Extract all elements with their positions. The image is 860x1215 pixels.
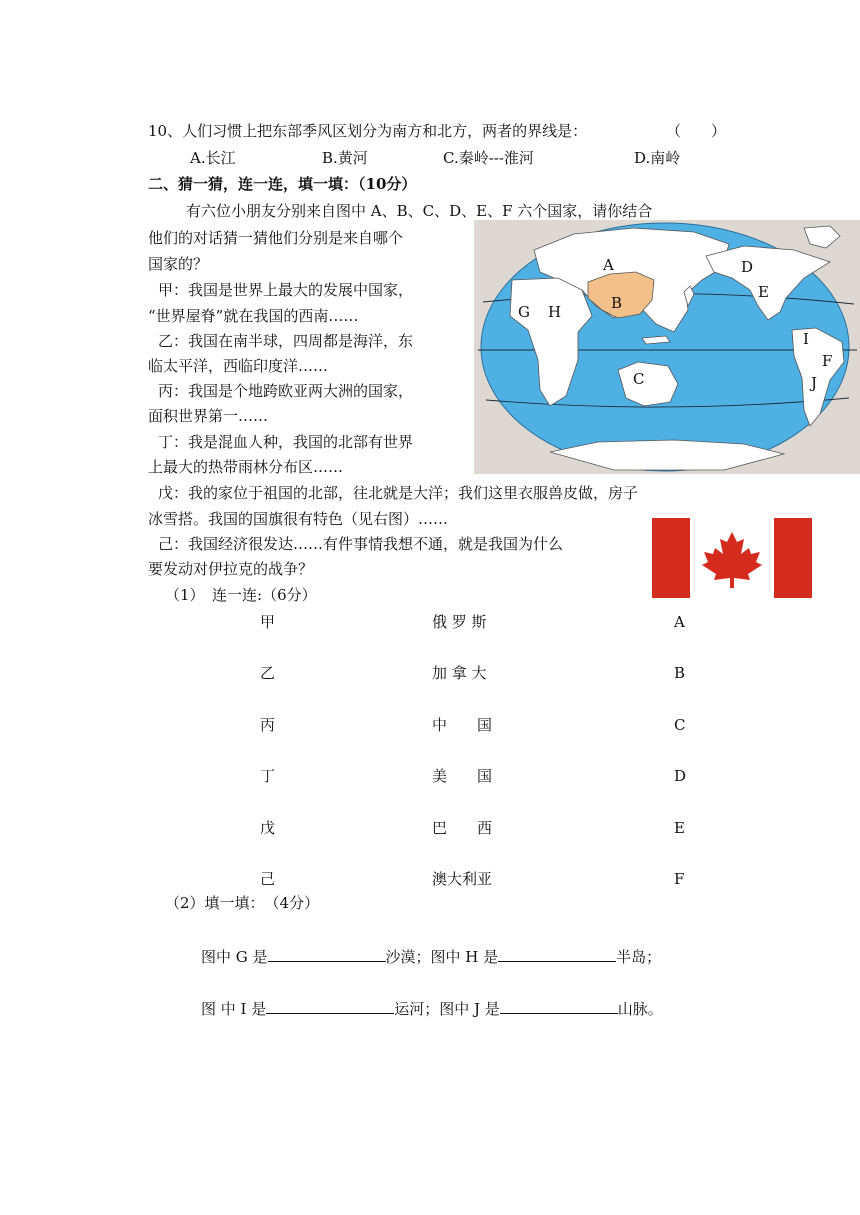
intro-line-3: 国家的？ [148, 255, 209, 273]
match-person-yi: 乙 [260, 664, 276, 682]
q10-option-c: C.秦岭---淮河 [443, 149, 534, 167]
canada-flag [652, 518, 812, 598]
dialogue-wu-1: 戊：我的家位于祖国的北部，往北就是大洋；我们这里衣服兽皮做，房子 [158, 484, 639, 502]
match-country-usa: 美 国 [432, 767, 493, 785]
fill-line-1 [201, 946, 661, 967]
match-country-brazil: 巴 西 [432, 819, 493, 837]
fill-blank-j[interactable] [500, 998, 618, 1014]
fill-line-1-end: 半岛； [616, 948, 662, 966]
dialogue-bing-1: 丙：我国是个地跨欧亚两大洲的国家， [158, 382, 414, 400]
dialogue-yi-1: 乙：我国在南半球，四周都是海洋，东 [158, 332, 414, 350]
map-label-f: F [822, 352, 833, 370]
q10-option-a: A.长江 [190, 149, 236, 167]
fill-blank-i[interactable] [266, 998, 394, 1014]
match-letter-b: B [674, 664, 686, 682]
dialogue-wu-2: 冰雪搭。我国的国旗很有特色（见右图）…… [148, 510, 449, 528]
fill-line-2-end: 山脉。 [617, 1000, 663, 1018]
fill-blank-g[interactable] [268, 946, 386, 962]
match-letter-f: F [674, 870, 685, 888]
q10-option-d: D.南岭 [634, 149, 681, 167]
fill-j-label: 运河；图中 J 是 [394, 1000, 500, 1018]
section2-heading: 二、猜一猜，连一连，填一填：（10分） [148, 175, 417, 193]
fill-g-label: 图中 G 是 [201, 948, 268, 966]
dialogue-bing-2: 面积世界第一…… [148, 407, 269, 425]
match-letter-a: A [674, 613, 685, 631]
intro-line-2: 他们的对话猜一猜他们分别是来自哪个 [148, 229, 404, 247]
match-person-ji: 己 [260, 870, 276, 888]
map-label-e: E [758, 283, 769, 301]
dialogue-ji-1: 己：我国经济很发达……有件事情我想不通，就是我国为什么 [158, 535, 564, 553]
match-letter-d: D [674, 767, 687, 785]
match-country-canada: 加 拿 大 [432, 664, 487, 682]
map-label-d: D [741, 258, 754, 276]
map-label-h: H [548, 303, 562, 321]
dialogue-ding-1: 丁：我是混血人种，我国的北部有世界 [158, 433, 414, 451]
match-title: （1） 连一连:（6分） [165, 586, 317, 604]
dialogue-jia-2: “世界屋脊”就在我国的西南…… [148, 307, 359, 325]
match-letter-c: C [674, 716, 686, 734]
dialogue-jia-1: 甲：我国是世界上最大的发展中国家， [158, 281, 414, 299]
fill-i-label: 图 中 I 是 [201, 1000, 267, 1018]
map-label-b: B [611, 294, 623, 312]
q10-stem: 10、人们习惯上把东部季风区划分为南方和北方，两者的界线是： [148, 122, 588, 140]
dialogue-ding-2: 上最大的热带雨林分布区…… [148, 458, 344, 476]
map-label-j: J [811, 374, 818, 392]
world-map [474, 220, 860, 474]
q10-answer-paren: （ ） [666, 122, 727, 140]
match-country-russia: 俄 罗 斯 [432, 613, 487, 631]
fill-blank-h[interactable] [498, 946, 616, 962]
intro-line-1: 有六位小朋友分别来自图中 A、B、C、D、E、F 六个国家，请你结合 [186, 202, 653, 220]
map-label-i: I [803, 330, 809, 348]
map-label-c: C [633, 370, 645, 388]
map-label-g: G [518, 303, 530, 321]
fill-h-label: 沙漠；图中 H 是 [385, 948, 499, 966]
match-person-ding: 丁 [260, 767, 276, 785]
dialogue-ji-2: 要发动对伊拉克的战争？ [148, 560, 314, 578]
match-person-bing: 丙 [260, 716, 276, 734]
map-label-a: A [603, 256, 614, 274]
match-person-wu: 戊 [260, 819, 276, 837]
match-person-jia: 甲 [260, 613, 276, 631]
fill-title: （2）填一填： （4分） [165, 894, 320, 912]
match-country-china: 中 国 [432, 716, 493, 734]
fill-line-2 [201, 998, 663, 1019]
dialogue-yi-2: 临太平洋，西临印度洋…… [148, 357, 329, 375]
match-letter-e: E [674, 819, 685, 837]
match-country-australia: 澳大利亚 [432, 870, 493, 888]
q10-option-b: B.黄河 [322, 149, 368, 167]
